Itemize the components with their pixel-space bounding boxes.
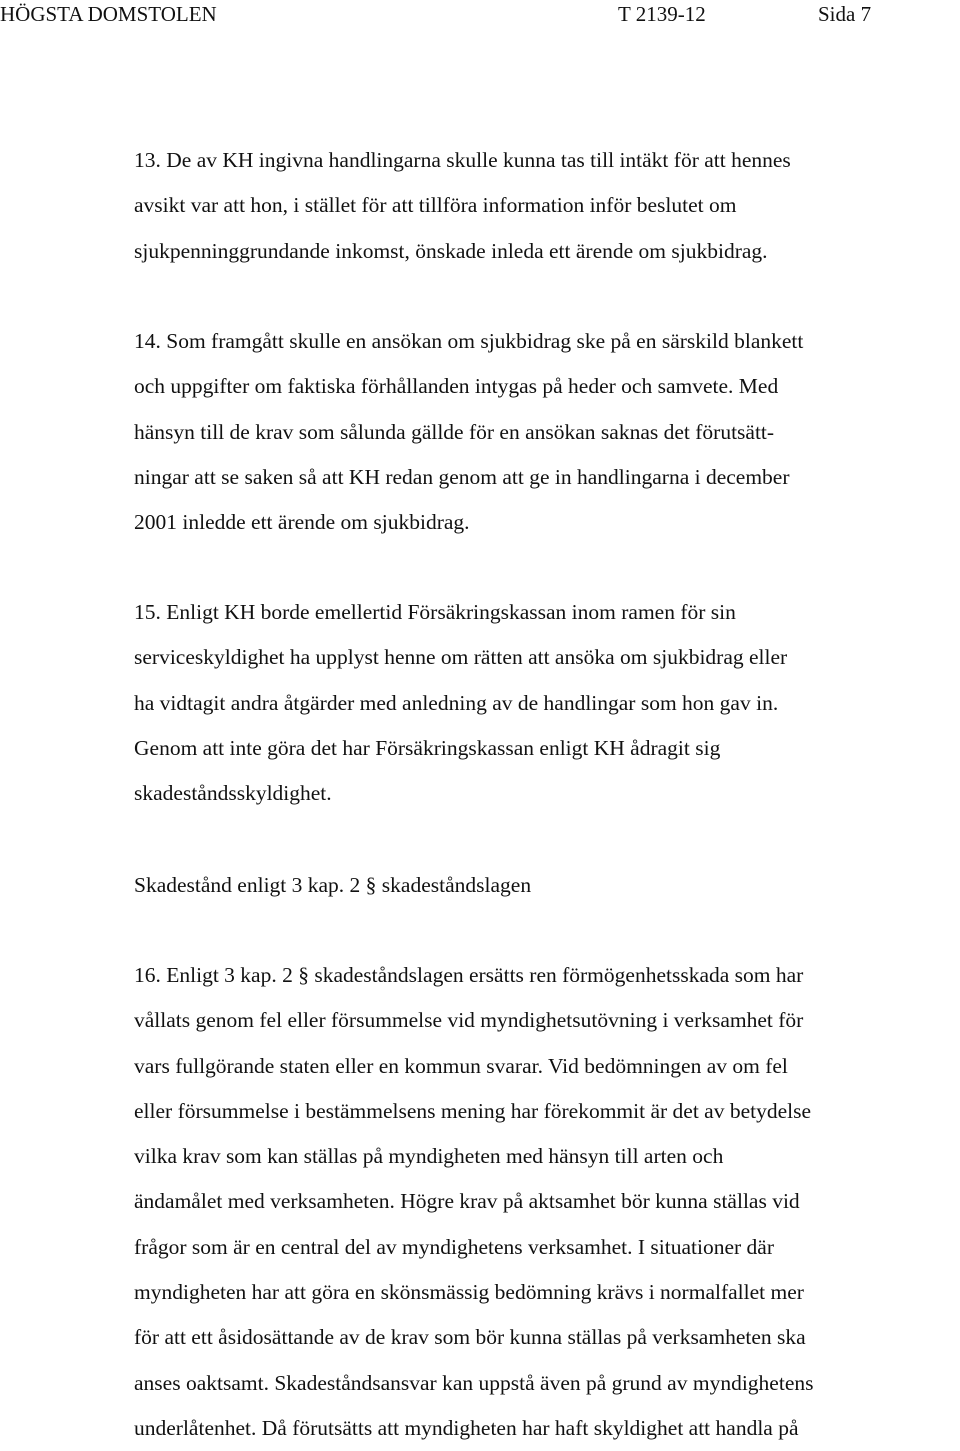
text-line: 2001 inledde ett ärende om sjukbidrag. [134, 510, 470, 535]
text-line: 15. Enligt KH borde emellertid Försäkringskassan inom ramen för sin [134, 600, 736, 624]
text-line: anses oaktsamt. Skadeståndsansvar kan uppstå även på grund av myndighetens [134, 1370, 814, 1395]
text-line: skadeståndsskyldighet. [134, 781, 332, 806]
text-line: vilka krav som kan ställas på myndigheten med hänsyn till arten och [134, 1144, 724, 1169]
text-line: vars fullgörande staten eller en kommun svarar. Vid bedömningen av om fel [134, 1053, 788, 1078]
paragraph-13 [134, 138, 960, 274]
paragraph-14 [134, 319, 960, 545]
text-line: underlåtenhet. Då förutsätts att myndigheten har haft skyldighet att handla på [134, 1415, 799, 1440]
text-line: 14. Som framgått skulle en ansökan om sjukbidrag ske på en särskild blankett [134, 329, 804, 353]
text-line: ha vidtagit andra åtgärder med anledning av de handlingar som hon gav in. [134, 690, 779, 715]
text-line: sjukpenninggrundande inkomst, önskade inleda ett ärende om sjukbidrag. [134, 238, 768, 263]
text-line: och uppgifter om faktiska förhållanden intygas på heder och samvete. Med [134, 374, 779, 399]
text-line: Genom att inte göra det har Försäkringskassan enligt KH ådragit sig [134, 735, 721, 760]
text-line: myndigheten har att göra en skönsmässig bedömning krävs i normalfallet mer [134, 1280, 804, 1305]
page-number: Sida 7 [818, 2, 872, 26]
text-line: frågor som är en central del av myndighetens verksamhet. I situationer där [134, 1234, 774, 1259]
text-line: serviceskyldighet ha upplyst henne om rätten att ansöka om sjukbidrag eller [134, 645, 788, 670]
text-line: vållats genom fel eller försummelse vid myndighetsutövning i verksamhet för [134, 1008, 804, 1033]
case-number: T 2139-12 [618, 2, 706, 26]
text-line: eller försummelse i bestämmelsens mening har förekommit är det av betydelse [134, 1098, 812, 1123]
text-line: ändamålet med verksamheten. Högre krav på aktsamhet bör kunna ställas vid [134, 1189, 800, 1214]
text-line: 16. Enligt 3 kap. 2 § skadeståndslagen ersätts ren förmögenhetsskada som har [134, 963, 804, 987]
text-line: 13. De av KH ingivna handlingarna skulle kunna tas till intäkt för att hennes [134, 148, 791, 172]
paragraph-15 [134, 590, 960, 816]
paragraph-16 [134, 953, 960, 1451]
text-line: för att ett åsidosättande av de krav som bör kunna ställas på verksamheten ska [134, 1325, 806, 1350]
text-line: avsikt var att hon, i stället för att tillföra information inför beslutet om [134, 193, 737, 218]
court-name: HÖGSTA DOMSTOLEN [0, 2, 217, 26]
section-heading: Skadestånd enligt 3 kap. 2 § skadeståndslagen [134, 873, 532, 897]
text-line: ningar att se saken så att KH redan genom att ge in handlingarna i december [134, 464, 790, 489]
text-line: hänsyn till de krav som sålunda gällde för en ansökan saknas det förutsätt- [134, 419, 775, 444]
